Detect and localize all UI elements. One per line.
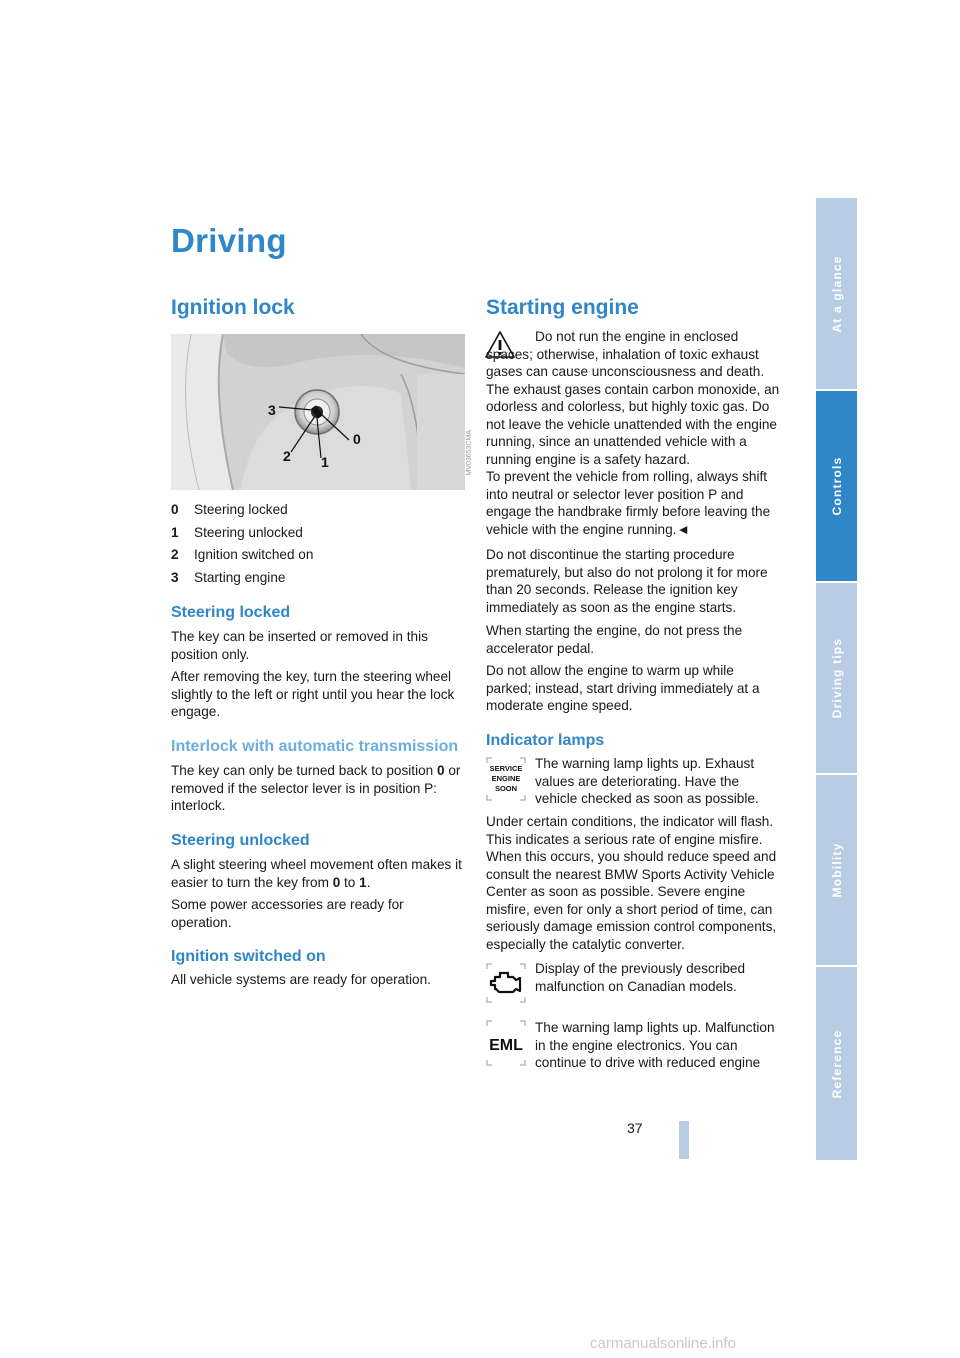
position-list-item xyxy=(171,524,303,542)
steering-locked-text-1: The key can be inserted or removed in this position only. xyxy=(171,629,428,662)
service-lamp-text: The warning lamp lights up. Exhaust values are deteriorating. Have the vehicle checked as soon as possible. xyxy=(535,756,759,806)
chapter-title: Driving xyxy=(171,222,287,259)
ignition-on-text: All vehicle systems are ready for operation. xyxy=(171,972,431,987)
starting-text-1: Do not discontinue the starting procedure prematurely, but also do not prolong it for more than 20 seconds. Release the ignition key immediately as soon as the engine starts. xyxy=(486,547,768,615)
nav-tab-mobility[interactable] xyxy=(816,775,857,967)
position-number: 1 xyxy=(171,525,179,540)
steering-unlocked-text-1: A slight steering wheel movement often makes it easier to turn the key from 0 to 1. xyxy=(171,857,462,890)
svg-text:ENGINE: ENGINE xyxy=(491,774,521,783)
position-list-item xyxy=(171,569,285,587)
position-number: 3 xyxy=(171,570,179,585)
canada-text: Display of the previously described malfunction on Canadian models. xyxy=(535,961,746,994)
service-engine-soon-icon xyxy=(486,757,526,801)
nav-tab-controls[interactable] xyxy=(816,391,857,583)
position-number: 2 xyxy=(171,547,179,562)
ignition-lock-heading: Ignition lock xyxy=(171,296,295,319)
svg-text:SERVICE: SERVICE xyxy=(489,764,523,773)
steering-unlocked-text-2: Some power accessories are ready for operation. xyxy=(171,897,404,930)
page-number: 37 xyxy=(627,1120,643,1136)
figure-label-2: 2 xyxy=(283,448,291,464)
interlock-heading: Interlock with automatic transmission xyxy=(171,738,459,755)
nav-tab-label: At a glance xyxy=(829,254,844,333)
figure-code: MV03653CMA xyxy=(466,430,473,476)
figure-label-0: 0 xyxy=(353,431,361,447)
figure-label-1: 1 xyxy=(321,454,329,470)
figure-label-3: 3 xyxy=(268,402,276,418)
position-label: Steering unlocked xyxy=(194,525,303,540)
starting-text-3: Do not allow the engine to warm up while parked; instead, start driving immediately at a moderate engine speed. xyxy=(486,663,760,713)
svg-text:EML: EML xyxy=(489,1037,523,1054)
nav-tab-label: Driving tips xyxy=(829,637,844,719)
eml-text: The warning lamp lights up. Malfunction in the engine electronics. You can continue to drive with reduced engine xyxy=(535,1020,775,1070)
footer-watermark: carmanualsonline.info xyxy=(590,1335,736,1352)
steering-locked-heading: Steering locked xyxy=(171,604,291,621)
position-label: Steering locked xyxy=(194,502,288,517)
check-engine-icon xyxy=(486,963,526,1003)
end-mark: ◄ xyxy=(676,521,690,537)
nav-tab-label: Mobility xyxy=(829,842,844,898)
nav-tab-at-a-glance[interactable] xyxy=(816,198,857,391)
svg-text:SOON: SOON xyxy=(494,784,518,793)
nav-tab-label: Controls xyxy=(829,456,844,516)
starting-engine-heading: Starting engine xyxy=(486,296,639,319)
nav-tab-reference[interactable] xyxy=(816,967,857,1162)
eml-warning-icon xyxy=(486,1020,526,1066)
position-label: Ignition switched on xyxy=(194,547,314,562)
starting-text-2: When starting the engine, do not press the accelerator pedal. xyxy=(486,623,743,656)
ignition-on-heading: Ignition switched on xyxy=(171,948,326,965)
ignition-lock-figure xyxy=(171,334,465,490)
indicator-lamps-heading: Indicator lamps xyxy=(486,732,605,749)
position-list-item xyxy=(171,546,313,564)
steering-locked-text-2: After removing the key, turn the steering wheel slightly to the left or right until you hear the lock engage. xyxy=(171,669,455,719)
position-list-item xyxy=(171,501,288,519)
position-number: 0 xyxy=(171,502,179,517)
warning-text: Do not run the engine in enclosed spaces; otherwise, inhalation of toxic exhaust gases can cause unconsciousness and death. The exhaust gases contain carbon monoxide, an odorless and colorless, but highly toxic gas. Do not leave the vehicle unattended with the engine running, since an unattended vehicle with a running engine is a safety hazard. xyxy=(486,329,780,467)
misfire-text: Under certain conditions, the indicator will flash. This indicates a serious rate of engine misfire. When this occurs, you should reduce speed and consult the nearest BMW Sports Activity Vehicle Center as soon as possible. Severe engine misfire, even for only a short period of time, can seriously damage emission control components, especially the catalytic converter. xyxy=(486,814,777,952)
nav-tab-label: Reference xyxy=(829,1029,844,1098)
nav-tab-driving-tips[interactable] xyxy=(816,583,857,775)
position-label: Starting engine xyxy=(194,570,286,585)
warning-text-2: To prevent the vehicle from rolling, always shift into neutral or selector lever position P and engage the handbrake firmly before leaving the vehicle with the engine running.◄ xyxy=(486,469,771,537)
steering-unlocked-heading: Steering unlocked xyxy=(171,832,310,849)
interlock-text: The key can only be turned back to position 0 or removed if the selector lever is in position P: interlock. xyxy=(171,763,461,813)
steering-column-illustration xyxy=(171,334,465,490)
page-number-bar xyxy=(679,1121,689,1159)
